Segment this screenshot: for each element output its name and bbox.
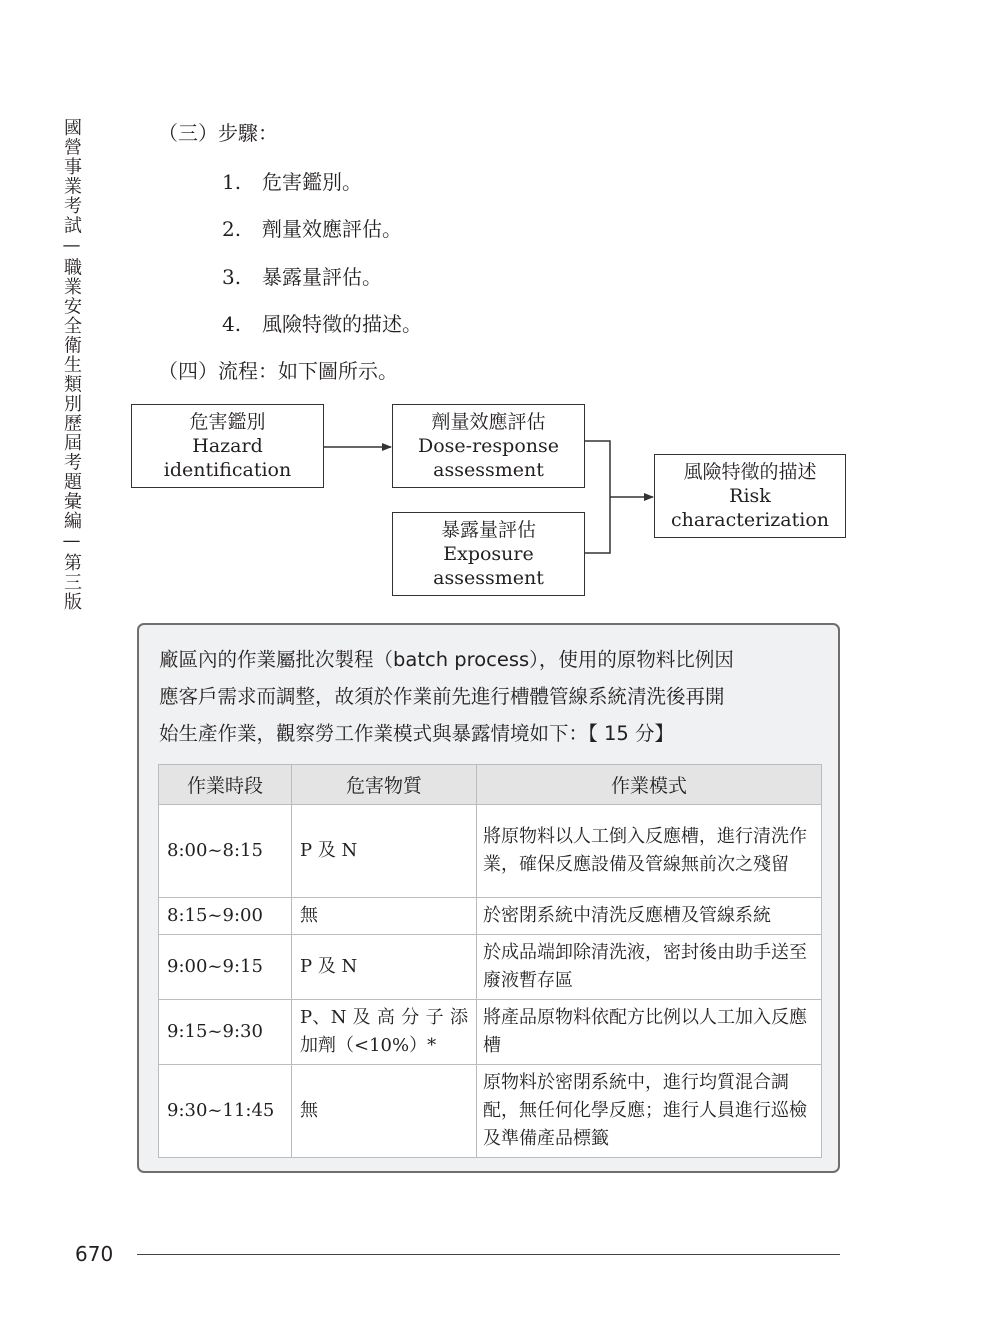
cell-substance: P 及 N <box>292 935 477 1000</box>
question-box <box>137 623 840 1173</box>
cell-time: 9:30~11:45 <box>159 1065 292 1158</box>
flow-box-exposure-assessment <box>392 512 585 596</box>
flow-box-risk-characterization <box>654 454 846 538</box>
question-line: 應客戶需求而調整，故須於作業前先進行槽體管線系統清洗後再開 <box>159 685 725 708</box>
cell-substance: P 及 N <box>292 805 477 898</box>
table-header-row <box>159 765 822 805</box>
flow-box-en-label: assessment <box>433 567 544 589</box>
flow-box-zh-label: 危害鑑別 <box>189 411 266 433</box>
flow-box-zh-label: 風險特徵的描述 <box>683 461 817 483</box>
running-title: 國營事業考試—職業安全衛生類別歷屆考題彙編—第三版 <box>61 118 82 612</box>
cell-substance: 無 <box>292 1065 477 1158</box>
table-row <box>159 1065 822 1158</box>
header-hazard-substance: 危害物質 <box>292 765 477 805</box>
table-row <box>159 898 822 935</box>
flow-box-en-label: Risk <box>729 485 771 507</box>
flow-box-hazard-identification <box>131 404 324 488</box>
question-line: 廠區內的作業屬批次製程（batch process），使用的原物料比例因 <box>159 648 734 671</box>
connector-dose <box>585 441 610 497</box>
cell-time: 9:15~9:30 <box>159 1000 292 1065</box>
work-pattern-table <box>158 764 822 1158</box>
flow-box-en-label: identification <box>163 459 292 481</box>
cell-substance: P、N 及 高 分 子 添加劑（<10%）* <box>292 1000 477 1065</box>
step-text: 風險特徵的描述。 <box>262 312 422 336</box>
table-row <box>159 805 822 898</box>
connector-exposure <box>585 497 610 553</box>
question-line: 始生產作業，觀察勞工作業模式與暴露情境如下：【 15 分】 <box>159 722 674 745</box>
flow-box-zh-label: 劑量效應評估 <box>431 411 546 433</box>
step-text: 劑量效應評估。 <box>262 217 402 241</box>
cell-work-mode: 於成品端卸除清洗液，密封後由助手送至廢液暫存區 <box>477 935 822 1000</box>
step-number: 2. <box>222 217 242 241</box>
step-text: 暴露量評估。 <box>262 265 382 289</box>
flow-box-zh-label: 暴露量評估 <box>440 519 536 541</box>
question-text <box>159 641 827 752</box>
cell-work-mode: 原物料於密閉系統中，進行均質混合調配，無任何化學反應；進行人員進行巡檢及準備產品標籤 <box>477 1065 822 1158</box>
cell-substance: 無 <box>292 898 477 935</box>
header-work-mode: 作業模式 <box>477 765 822 805</box>
cell-work-mode: 將產品原物料依配方比例以人工加入反應槽 <box>477 1000 822 1065</box>
footer-rule <box>137 1254 840 1255</box>
section-3-label: （三） <box>158 121 218 145</box>
table-row <box>159 1000 822 1065</box>
section-3-title: 步驟： <box>218 121 278 145</box>
step-number: 1. <box>222 170 242 194</box>
page-number: 670 <box>75 1242 114 1266</box>
section-4-title: 流程：如下圖所示。 <box>218 359 398 383</box>
flow-box-en-label: Exposure <box>443 543 534 565</box>
flow-box-en-label: Hazard <box>192 435 263 457</box>
step-text: 危害鑑別。 <box>262 170 362 194</box>
flow-box-en-label: assessment <box>433 459 544 481</box>
cell-work-mode: 於密閉系統中清洗反應槽及管線系統 <box>477 898 822 935</box>
step-number: 4. <box>222 312 242 336</box>
flow-box-dose-response <box>392 404 585 488</box>
cell-work-mode: 將原物料以人工倒入反應槽，進行清洗作業，確保反應設備及管線無前次之殘留 <box>477 805 822 898</box>
header-time-period: 作業時段 <box>159 765 292 805</box>
cell-time: 8:15~9:00 <box>159 898 292 935</box>
flow-box-en-label: characterization <box>670 509 830 531</box>
cell-time: 9:00~9:15 <box>159 935 292 1000</box>
step-number: 3. <box>222 265 242 289</box>
flow-box-en-label: Dose-response <box>418 435 559 457</box>
section-4-label: （四） <box>158 359 218 383</box>
cell-time: 8:00~8:15 <box>159 805 292 898</box>
table-row <box>159 935 822 1000</box>
